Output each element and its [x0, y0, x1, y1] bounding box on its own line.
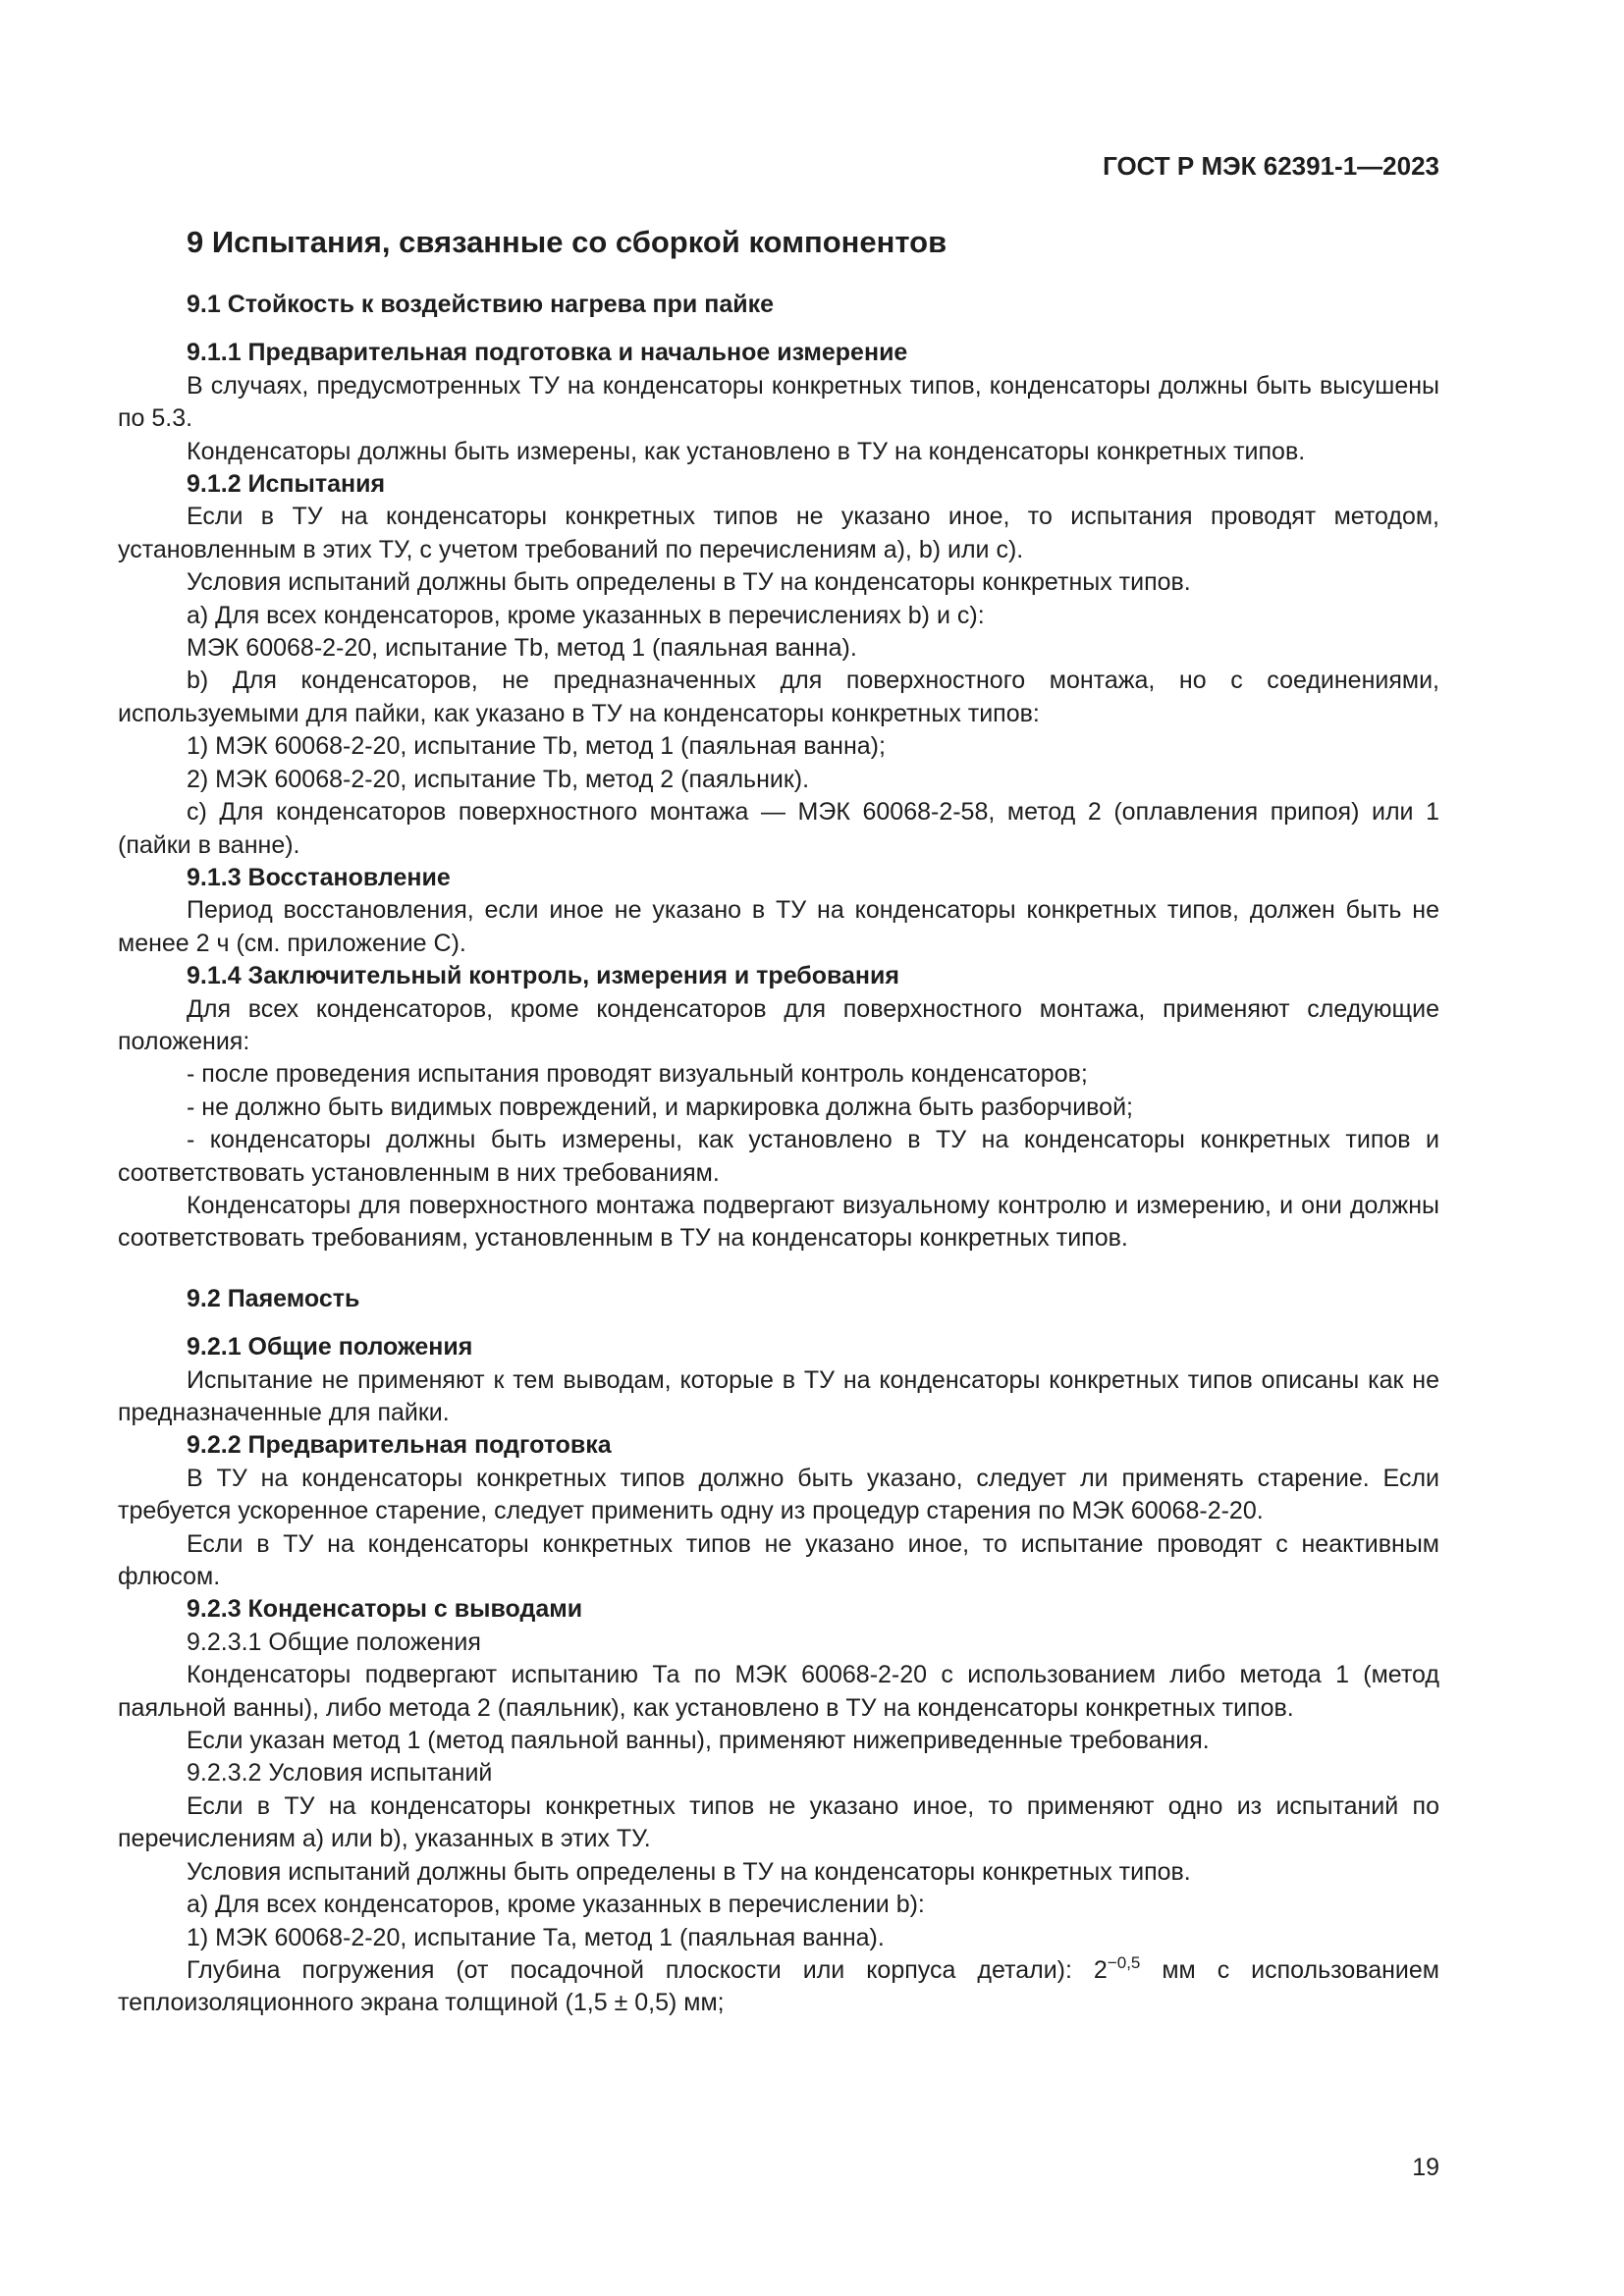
section-9-1-3-title: 9.1.3 Восстановление: [187, 863, 451, 891]
depth-text-before: Глубина погружения (от посадочной плоскости или корпуса детали): 2: [187, 1955, 1108, 1984]
paragraph: Конденсаторы для поверхностного монтажа подвергают визуальному контролю и измерению, и они должны соответствовать требованиям, установленным в ТУ на конденсаторы конкретных типов.: [118, 1191, 1439, 1253]
paragraph: Для всех конденсаторов, кроме конденсаторов для поверхностного монтажа, применяют следующие положения:: [118, 994, 1439, 1055]
paragraph: Условия испытаний должны быть определены в ТУ на конденсаторы конкретных типов.: [187, 568, 1191, 597]
paragraph: Период восстановления, если иное не указано в ТУ на конденсаторы конкретных типов, должен быть не менее 2 ч (см. приложение С).: [118, 896, 1439, 957]
section-9-2-title: 9.2 Паяемость: [187, 1284, 360, 1312]
section-9-1-4-title: 9.1.4 Заключительный контроль, измерения и требования: [187, 962, 899, 990]
section-9-1-1-title: 9.1.1 Предварительная подготовка и начальное измерение: [187, 339, 908, 367]
section-9-2-3-2-title: 9.2.3.2 Условия испытаний: [187, 1759, 493, 1788]
section-9-title: 9 Испытания, связанные со сборкой компонентов: [187, 225, 947, 259]
dash-list-item: - не должно быть видимых повреждений, и маркировка должна быть разборчивой;: [187, 1093, 1133, 1121]
list-item: 2) МЭК 60068-2-20, испытание Tb, метод 2 (паяльник).: [187, 765, 810, 793]
list-item: а) Для всех конденсаторов, кроме указанных в перечислении b):: [187, 1891, 925, 1919]
depth-tolerance-superscript: −0,5: [1107, 1952, 1141, 1972]
immersion-depth-paragraph: [118, 1954, 1439, 2020]
page-number: 19: [1412, 2154, 1439, 2181]
section-9-2-1-title: 9.2.1 Общие положения: [187, 1333, 473, 1362]
list-item: МЭК 60068-2-20, испытание Tb, метод 1 (паяльная ванна).: [187, 634, 857, 663]
list-item: 1) МЭК 60068-2-20, испытание Та, метод 1 (паяльная ванна).: [187, 1923, 885, 1951]
document-code-header: ГОСТ Р МЭК 62391-1—2023: [1103, 151, 1439, 181]
list-item: 1) МЭК 60068-2-20, испытание Tb, метод 1 (паяльная ванна);: [187, 732, 886, 761]
dash-list-item: - после проведения испытания проводят визуальный контроль конденсаторов;: [187, 1060, 1088, 1089]
section-9-2-3-title: 9.2.3 Конденсаторы с выводами: [187, 1595, 583, 1624]
paragraph: Если в ТУ на конденсаторы конкретных типов не указано иное, то применяют одно из испытаний по перечислениям а) или b), указанных в этих ТУ.: [118, 1791, 1439, 1853]
depth-text-after: мм с использованием теплоизоляционного экрана толщиной (1,5 ± 0,5) мм;: [118, 1955, 1439, 2017]
list-item: а) Для всех конденсаторов, кроме указанных в перечислениях b) и c):: [187, 601, 985, 629]
paragraph: Если указан метод 1 (метод паяльной ванны), применяют нижеприведенные требования.: [187, 1727, 1210, 1755]
paragraph: В случаях, предусмотренных ТУ на конденсаторы конкретных типов, конденсаторы должны быть высушены по 5.3.: [118, 371, 1439, 433]
paragraph: Если в ТУ на конденсаторы конкретных типов не указано иное, то испытания проводят методом, установленным в этих ТУ, с учетом требований по перечислениям а), b) или c).: [118, 503, 1439, 563]
paragraph: Условия испытаний должны быть определены в ТУ на конденсаторы конкретных типов.: [187, 1857, 1191, 1886]
list-item: c) Для конденсаторов поверхностного монтажа — МЭК 60068-2-58, метод 2 (оплавления припоя) или 1 (пайки в ванне).: [118, 798, 1439, 859]
paragraph: Конденсаторы подвергают испытанию Та по МЭК 60068-2-20 с использованием либо метода 1 (метод паяльной ванны), либо метода 2 (паяльник), как установлено в ТУ на конденсаторы конкретных типов.: [118, 1661, 1439, 1722]
paragraph: В ТУ на конденсаторы конкретных типов должно быть указано, следует ли применять старение. Если требуется ускоренное старение, следует применить одну из процедур старения по МЭК 60068-2-20.: [118, 1464, 1439, 1525]
section-9-1-2-title: 9.1.2 Испытания: [187, 470, 386, 499]
list-item: b) Для конденсаторов, не предназначенных для поверхностного монтажа, но с соединениями, используемыми для пайки, как указано в ТУ на конденсаторы конкретных типов:: [118, 667, 1439, 727]
section-9-2-3-1-title: 9.2.3.1 Общие положения: [187, 1628, 481, 1656]
paragraph: Испытание не применяют к тем выводам, которые в ТУ на конденсаторы конкретных типов описаны как не предназначенные для пайки.: [118, 1365, 1439, 1426]
dash-list-item: - конденсаторы должны быть измерены, как установлено в ТУ на конденсаторы конкретных типов и соответствовать установленным в них требованиям.: [118, 1126, 1439, 1187]
section-9-2-2-title: 9.2.2 Предварительная подготовка: [187, 1431, 612, 1460]
paragraph: Если в ТУ на конденсаторы конкретных типов не указано иное, то испытание проводят с неактивным флюсом.: [118, 1529, 1439, 1591]
section-9-1-title: 9.1 Стойкость к воздействию нагрева при пайке: [187, 291, 775, 318]
page-content: [118, 221, 1439, 2020]
paragraph: Конденсаторы должны быть измерены, как установлено в ТУ на конденсаторы конкретных типов.: [187, 437, 1306, 465]
